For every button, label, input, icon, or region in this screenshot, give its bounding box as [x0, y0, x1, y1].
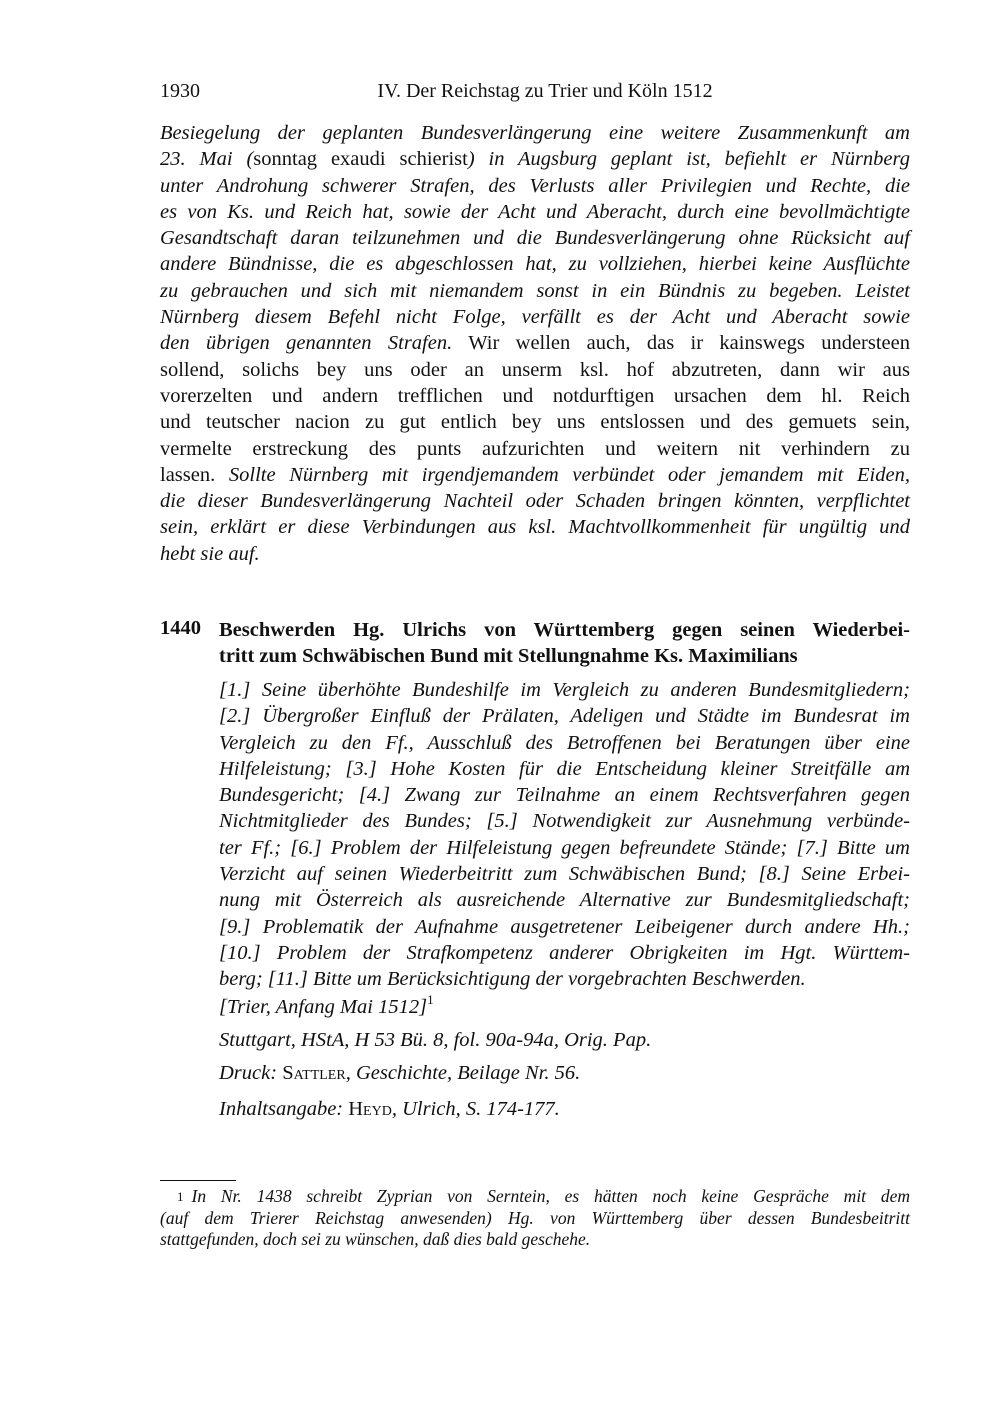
italic-text: unter Androhung schwerer Strafen, des Verlusts aller Privilegien und Rechte, die	[160, 174, 910, 197]
text-line	[160, 251, 910, 277]
quoted-source-text: sollend, solichs bey uns oder an unserm ksl. hof abzutreten, dann wir aus	[160, 358, 910, 381]
quoted-source-text: sonntag exaudi schierist	[253, 148, 468, 171]
entry-title-line: Beschwerden Hg. Ulrichs von Württemberg gegen seinen Wiederbei-	[219, 619, 910, 641]
print-author: Sattler	[282, 1062, 346, 1084]
quoted-source-text: und teutscher nacion zu gut entlich bey uns entslossen und des gemuets sein,	[160, 411, 910, 434]
entry-title	[219, 617, 910, 669]
text-line	[160, 330, 910, 356]
italic-text: ) in Augsburg geplant ist, befiehlt er Nürnberg	[467, 148, 910, 171]
summary-ref-author: Heyd	[348, 1098, 392, 1120]
text-line	[219, 782, 910, 808]
text-line	[160, 541, 910, 567]
italic-text: Sollte Nürnberg mit irgendjemandem verbündet oder jemandem mit Eiden,	[228, 463, 910, 486]
text-line	[219, 730, 910, 756]
entry-number: 1440	[160, 617, 201, 639]
italic-text: den übrigen genannten Strafen.	[160, 332, 453, 355]
italic-text: hebt sie auf.	[160, 542, 260, 565]
running-title: IV. Der Reichstag zu Trier und Köln 1512	[377, 80, 713, 102]
text-line	[160, 278, 910, 304]
text-line	[219, 703, 910, 729]
italic-text: Vergleich zu den Ff., Ausschluß des Betroffenen bei Beratungen über eine	[219, 731, 910, 754]
document-1439-tail	[160, 120, 910, 567]
italic-text: Besiegelung der geplanten Bundesverlängerung eine weitere Zusammenkunft am	[160, 122, 910, 144]
summary-ref-rest: , Ulrich, S. 174-177.	[391, 1098, 560, 1120]
quoted-source-text: Wir wellen auch, das ir kainswegs understeen	[452, 332, 910, 355]
summary-reference	[219, 1098, 560, 1121]
italic-text: 23. Mai (	[160, 148, 254, 171]
text-line	[219, 940, 910, 966]
italic-text: zu gebrauchen und sich mit niemandem sonst in ein Bündnis zu begeben. Leistet	[160, 279, 910, 302]
print-rest: , Geschichte, Beilage Nr. 56.	[345, 1062, 581, 1084]
entry-1440-summary	[219, 677, 910, 993]
footnote	[160, 1186, 910, 1251]
text-line	[160, 146, 910, 172]
text-line	[160, 436, 910, 462]
footnote-divider	[160, 1180, 236, 1181]
text-line	[219, 861, 910, 887]
italic-text: Nichtmitglieder des Bundes; [5.] Notwendigkeit zur Ausnehmung verbünde-	[219, 810, 910, 833]
italic-text: Hilfeleistung; [3.] Hohe Kosten für die Entscheidung kleiner Streitfälle am	[219, 757, 910, 780]
page-number: 1930	[160, 80, 200, 102]
text-line	[160, 225, 910, 251]
italic-text: andere Bündnisse, die es abgeschlossen hat, zu vollziehen, hierbei keine Ausflüchte	[160, 253, 910, 276]
italic-text: sein, erklärt er diese Verbindungen aus ksl. Machtvollkommenheit für ungültig und	[160, 516, 910, 539]
footnote-text: In Nr. 1438 schreibt Zyprian von Serntein, es hätten noch keine Gespräche mit dem	[191, 1186, 910, 1206]
text-line	[160, 462, 910, 488]
text-line	[219, 808, 910, 834]
italic-text: [2.] Übergroßer Einfluß der Prälaten, Adeligen und Städte im Bundesrat im	[219, 705, 910, 728]
italic-text: ter Ff.; [6.] Problem der Hilfeleistung gegen befreundete Stände; [7.] Bitte um	[219, 836, 910, 859]
summary-ref-label: Inhaltsangabe:	[219, 1098, 344, 1120]
print-label: Druck:	[219, 1062, 278, 1084]
running-header	[160, 80, 910, 106]
footnote-mark: 1	[177, 1189, 184, 1204]
text-line	[160, 514, 910, 540]
text-line	[219, 756, 910, 782]
text-line	[219, 966, 910, 992]
text-line	[160, 173, 910, 199]
footnote-line	[160, 1186, 910, 1208]
italic-text: [9.] Problematik der Aufnahme ausgetretener Leibeigener durch andere Hh.;	[219, 915, 910, 938]
entry-title-line: tritt zum Schwäbischen Bund mit Stellungnahme Ks. Maximilians	[219, 645, 798, 667]
italic-text: [10.] Problem der Strafkompetenz anderer Obrigkeiten im Hgt. Württem-	[219, 941, 910, 964]
print-reference	[219, 1062, 580, 1085]
footnote-line: (auf dem Trierer Reichstag anwesenden) Hg. von Württemberg über dessen Bundesbeitritt	[160, 1207, 910, 1228]
italic-text: [1.] Seine überhöhte Bundeshilfe im Vergleich zu anderen Bundesmitgliedern;	[219, 679, 910, 701]
italic-text: Verzicht auf seinen Wiederbeitritt zum Schwäbischen Bund; [8.] Seine Erbei-	[219, 863, 910, 886]
text-line	[160, 488, 910, 514]
italic-text: Nürnberg diesem Befehl nicht Folge, verfällt es der Acht und Aberacht sowie	[160, 306, 910, 329]
text-line	[219, 677, 910, 703]
quoted-source-text: vermelte erstreckung des punts aufzurichten und weitern nit verhindern zu	[160, 437, 910, 460]
text-line	[160, 357, 910, 383]
text-line	[160, 120, 910, 146]
date-text: [Trier, Anfang Mai 1512]	[219, 996, 428, 1018]
italic-text: die dieser Bundesverlängerung Nachteil oder Schaden bringen könnten, verpflichtet	[160, 490, 910, 513]
footnote-reference[interactable]: 1	[427, 992, 434, 1007]
entry-date	[219, 992, 434, 1019]
archive-reference: Stuttgart, HStA, H 53 Bü. 8, fol. 90a-94a, Orig. Pap.	[219, 1029, 652, 1051]
italic-text: nung mit Österreich als ausreichende Alternative zur Bundesmitgliedschaft;	[219, 889, 910, 912]
text-line	[160, 383, 910, 409]
italic-text: Bundesgericht; [4.] Zwang zur Teilnahme an einem Rechtsverfahren gegen	[219, 784, 910, 807]
text-line	[219, 835, 910, 861]
italic-text: Gesandtschaft daran teilzunehmen und die Bundesverlängerung ohne Rücksicht auf	[160, 227, 910, 250]
text-line	[160, 304, 910, 330]
text-line	[160, 409, 910, 435]
quoted-source-text: lassen.	[160, 463, 229, 486]
quoted-source-text: vorerzelten und andern trefflichen und notdurftigen ursachen dem hl. Reich	[160, 384, 910, 407]
italic-text: es von Ks. und Reich hat, sowie der Acht und Aberacht, durch eine bevollmächtigte	[160, 200, 910, 223]
italic-text: berg; [11.] Bitte um Berücksichtigung der vorgebrachten Beschwerden.	[219, 968, 806, 991]
footnote-line: stattgefunden, doch sei zu wünschen, daß dies bald geschehe.	[160, 1229, 591, 1249]
text-line	[219, 887, 910, 913]
text-line	[160, 199, 910, 225]
text-line	[219, 914, 910, 940]
